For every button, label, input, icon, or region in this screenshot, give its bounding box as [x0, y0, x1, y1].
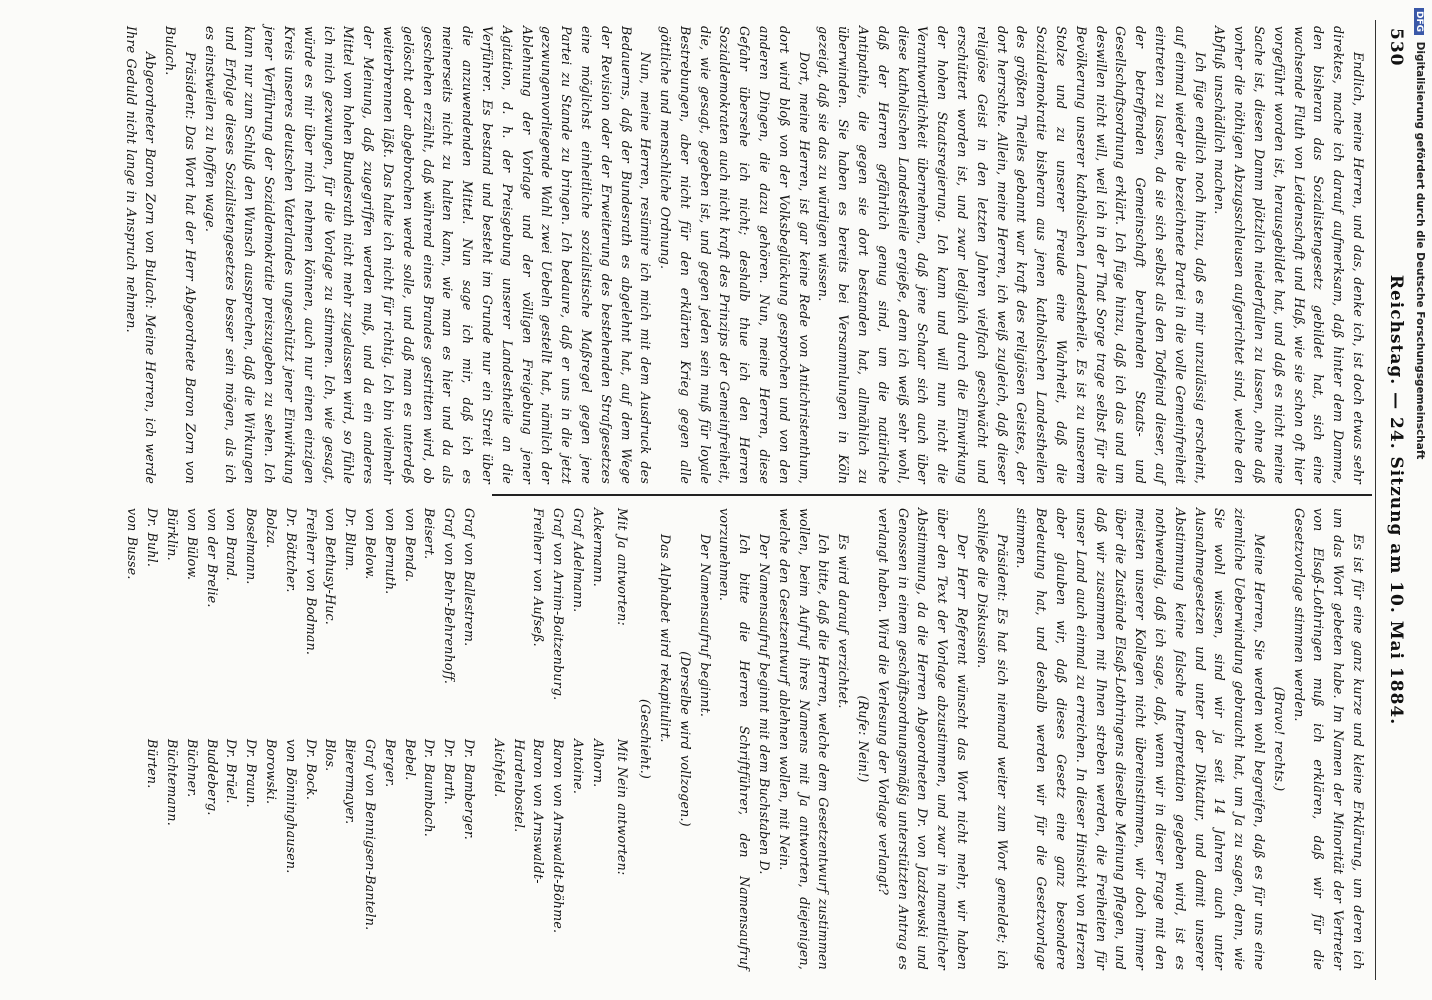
list-item: Dr. Braun. — [244, 739, 260, 808]
list-item: Dr. Böttcher. — [283, 508, 299, 593]
list-item: Graf von Bennigsen-Banteln. — [362, 739, 378, 931]
paragraph: Abgeordneter Baron Zorn von Bulach: Meine Herren, ich werde Ihre Geduld nicht lange in Anspruch nehmen. — [123, 26, 159, 484]
left-column — [121, 26, 1368, 484]
list-item: von Bönninghausen. — [283, 739, 299, 874]
list-item: Buddeberg. — [204, 739, 220, 816]
page-number: 530 — [1386, 28, 1406, 67]
list-item: von Bernuth. — [382, 508, 398, 595]
list-item: Dr. Baumbach. — [422, 739, 438, 837]
list-item: von Below. — [362, 508, 378, 580]
paragraph: Ich bitte, daß die Herren, welche dem Gesetzentwurf zustimmen wollen, beim Aufruf ihres Namens mit Ja antworten, diejenigen, welche den Gesetzentwurf ablehnen wollen, mit Nein. — [776, 508, 832, 970]
list-item: Dr. Bock. — [303, 739, 319, 801]
list-item: Antoine. — [570, 739, 586, 795]
list-item: Berger. — [382, 739, 398, 788]
paragraph: Der Namensaufruf beginnt. — [697, 534, 713, 718]
no-list-top — [489, 739, 608, 970]
column-rule — [492, 494, 1372, 496]
list-item: Dr. Bamberger. — [461, 739, 477, 840]
list-item: von Brand. — [224, 508, 240, 581]
list-item: Bolza. — [263, 508, 279, 549]
list-item: von Bethusy-Huc. — [323, 508, 339, 625]
vote-list-bottom — [123, 508, 479, 970]
no-list-bottom — [123, 739, 479, 970]
interjection: (Rufe: Nein!) — [856, 695, 872, 783]
list-item: Dr. Brüel. — [224, 739, 240, 804]
paragraph: Präsident: Das Wort hat der Herr Abgeordnete Baron Zorn von Bulach. — [163, 26, 198, 484]
yes-list-top — [489, 508, 608, 739]
list-item: von Busse. — [125, 508, 141, 580]
list-item: Büchtemann. — [164, 739, 180, 826]
paragraph: Es ist für eine ganz kurze und kleine Erklärung, um deren ich um das Wort gebeten habe. Im Namen der Minorität der Vertreter von Elsaß-Lothringen muß ich erklären, daß wir für die Gesetzvorlage stimmen werden. — [1291, 508, 1366, 970]
right-column — [123, 508, 1368, 970]
list-item: Dr. Blum. — [343, 508, 359, 571]
vote-headers — [612, 508, 632, 970]
list-item: Borowski. — [263, 739, 279, 805]
list-item: Dr. Buhl. — [145, 508, 161, 568]
paragraph: Ich bitte die Herren Schriftführer, den Namensaufruf vorzunehmen. — [717, 508, 753, 970]
list-item: Graf Adelmann. — [570, 508, 586, 613]
list-item: Boselmann. — [244, 508, 260, 585]
paragraph: Nun, meine Herren, resümire ich mich mit dem Ausdruck des Bedauerns, daß der Bundesrath es abgelehnt hat, auf dem Wege der Revision oder der Erweiterung des bestehenden Strafgesetzes eine möglichst einheitliche sozialistische Maßregel gegen jene Partei zu Stande zu bringen. Ich bedaure, daß er uns in die jetzt gezwungenvorliegende Wahl zwei Uebeln gestellt hat, nämlich der Ablehnung der Vorlage und der völligen Freigebung jener Agitation, d. h. der Preisgebung unserer Landestheile an die Verführer. Es bestand und besteht im Grunde nur ein Streit über die anzuwendenden Mittel. Nun sage ich mir, daß ich es meinerseits nicht zu halten kann, wie man es hier und da als geschehen erzählt, daß während eines Brandes gestritten wird, ob gelöscht oder abgebrochen werde solle, und daß man es unterdeß weiterbrennen läßt. Das halte ich nicht für richtig. Ich bin vielmehr der Meinung, daß zugegriffen werden muß, und da ein anderes Mittel vom hohen Bundesrath nicht mehr zugelassen wird, so fühle ich mich gezwungen, für die Vorlage zu stimmen. Ich, wie gesagt, würde es mir über mich nehmen können, auch nur einen einzigen Kreis unseres deutschen Vaterlandes ungeschützt jener Einwirkung jener Verführung der Sozialdemokratie preiszugeben zu sehen. Ich kann nur zum Schluß den Wunsch aussprechen, daß die Wirkungen und Erfolge dieses Sozialistengesetzes besser sein mögen, als ich es einstweilen zu hoffen wage. — [202, 26, 654, 484]
list-item: Büchner. — [184, 739, 200, 798]
attribution-strip — [1408, 8, 1428, 608]
interjection: (Geschieht.) — [638, 698, 654, 780]
list-item: von Benda. — [402, 508, 418, 583]
list-item: Alhorn. — [590, 739, 606, 788]
list-item: Bürklin. — [164, 508, 180, 561]
list-item: Freiherr von Bodman. — [303, 508, 319, 656]
interjection: (Derselbe wird vollzogen.) — [677, 651, 693, 827]
list-item: Baron von Arnswaldt-Böhme. — [551, 739, 567, 934]
yes-list-bottom — [123, 508, 479, 739]
list-item: Bürten. — [145, 739, 161, 789]
paragraph: Der Herr Referent wünscht das Wort nicht mehr, wir haben über den Text der Vorlage abzustimmen, und zwar in namentlicher Abstimmung, da die Herren Abgeordneten Dr. von Jazdzewski und Genossen in einem geschäftsordnungsmäßig unterstützten Antrag es verlangt haben. Wird die Verlesung der Vorlage verlangt? — [875, 508, 971, 970]
list-item: Graf von Behr-Behrenhoff. — [442, 508, 458, 685]
rotated-page-content — [72, 20, 1412, 980]
paragraph: Dort, meine Herren, ist gar keine Rede von Antichristenthum, dort wird bloß von der Volksbeglückung gesprochen und von den anderen Dingen, die dazu gehören. Nun, meine Herren, diese Gefahr übersehe ich nicht; deshalb thue ich den Herren Sozialdemokraten auch nicht kraft des Prinzips der Gemeinfreiheit, die, wie gesagt, gegeben ist, und gegen jeden sein muß für loyale Bestrebungen, aber nicht für den erklärten Krieg gegen alle göttliche und menschliche Ordnung. — [658, 26, 812, 484]
list-item: Ackermann. — [590, 508, 606, 587]
paragraph: Der Namensaufruf beginnt mit dem Buchstaben D. — [757, 534, 773, 875]
paragraph: Präsident: Es hat sich niemand weiter zum Wort gemeldet; ich schließe die Diskussion. — [974, 508, 1010, 970]
vote-list-top — [489, 508, 608, 970]
list-item: Aichfeld. — [491, 739, 507, 798]
list-item: Graf von Arnim-Boitzenburg. — [551, 508, 567, 701]
page-title: Reichstag. — 24. Sitzung am 10. Mai 1884. — [1386, 274, 1406, 726]
list-item: von Bülow. — [184, 508, 200, 581]
list-item: Beisert. — [422, 508, 438, 560]
paragraph: Endlich, meine Herren, und das, denke ich, ist doch etwas sehr direktes, mache ich darauf aufmerksam, daß hinter dem Damme, den bisheran das Sozialistengesetz gebildet hat, sich eine wachsende Fluth von Leidenschaft und Haß, wie sie schon oft hier vorgeführt worden ist, herausgebildet hat, und daß es nicht meine Sache ist, diesen Damm plötzlich niederfallen zu lassen, ohne daß vorher die nöthigen Abzugsschleusen aufgerichtet sind, welche den Abfluß unschädlich machen. — [1212, 26, 1366, 484]
yes-vote-header: Mit Ja antworten: — [614, 508, 630, 626]
list-item: Freiherr von Aufseß. — [531, 508, 547, 647]
attribution — [1414, 8, 1426, 459]
list-item: Dr. Barth. — [442, 739, 458, 805]
paragraph: Ich füge endlich noch hinzu, daß es mir unzulässig erscheint, auf einmal wieder die bezeichnete Partei in die volle Gemeinfreiheit eintreten zu lassen, da sie sich selbst als den Todfeind dieser, auf der betreffenden Gemeinschaft beruhenden Staats- und Gesellschaftsordnung erklärt. Ich füge hinzu, daß ich das und um deswillen nicht will, weil ich in der That Sorge trage selbst für die Bevölkerung unserer katholischen Landestheile. Es ist zu unserem Stolze und zu unserer Freude eine Wahrheit, daß die Sozialdemokratie bisheran aus jenen katholischen Landestheilen des größten Theiles gebannt war kraft des religiösen Geistes, der dort herrschte. Allein, meine Herren, ich weiß zugleich, daß dieser religiöse Geist in den letzten Jahren vielfach geschwächt und erschüttert worden ist, und zwar lediglich durch die Einwirkung der hohen Staatsregierung. Ich kann und will nun nicht die Verantwortlichkeit übernehmen, daß jene Schaar sich auch über diese katholischen Landestheile ergieße, denn ich weiß sehr wohl, daß der Herren gefährlich genug sind, um die natürliche Antipathie, die gegen sie dort bestanden hat, allmählich zu überwinden. Sie haben es bereits bei Versammlungen in Köln gezeigt, daß sie das zu würdigen wissen. — [816, 26, 1208, 484]
list-item: von der Brelie. — [204, 508, 220, 608]
list-item: Graf von Ballestrem. — [461, 508, 477, 647]
paragraph: Das Alphabet wird rekapitulirt. — [658, 534, 674, 743]
no-vote-header: Mit Nein antworten: — [614, 739, 630, 876]
dfg-logo: DFG — [1414, 8, 1424, 35]
interjection: (Bravo! rechts.) — [1271, 686, 1287, 792]
attribution-text: Digitalisierung gefördert durch die Deutsche Forschungsgemeinschaft — [1414, 41, 1426, 460]
list-item: Bierermayer. — [343, 739, 359, 825]
list-item: Baron von Arnswaldt-Hardenbostel. — [511, 739, 547, 884]
paragraph: Meine Herren, Sie werden wohl begreifen, daß es für uns eine ziemliche Ueberwindung gebraucht hat, um Ja zu sagen, denn, wie Sie wohl wissen, sind wir ja seit 14 Jahren auch unter Ausnahmegesetzen und unter der Diktatur, und damit unserer Abstimmung keine falsche Interpretation gegeben wird, ist es nothwendig, daß ich sage, daß, wenn wir in dieser Frage mit den meisten unserer Kollegen nicht übereinstimmen, wir doch immer über die Zustände Elsaß-Lothringens dieselbe Meinung pflegen, und daß wir zusammen mit Ihnen streben werden, die Freiheiten für unser Land auch einmal zu erreichen. In dieser Hinsicht von Herzen aber glauben wir, daß dieses Gesetz eine ganz besondere Bedeutung hat, und deshalb werden wir für die Gesetzvorlage stimmen. — [1014, 508, 1268, 970]
running-head — [1378, 20, 1412, 980]
list-item: Blos. — [323, 739, 339, 772]
list-item: Bebel. — [402, 739, 418, 781]
paragraph: Es wird darauf verzichtet. — [836, 534, 852, 709]
header-rule — [1375, 20, 1376, 980]
